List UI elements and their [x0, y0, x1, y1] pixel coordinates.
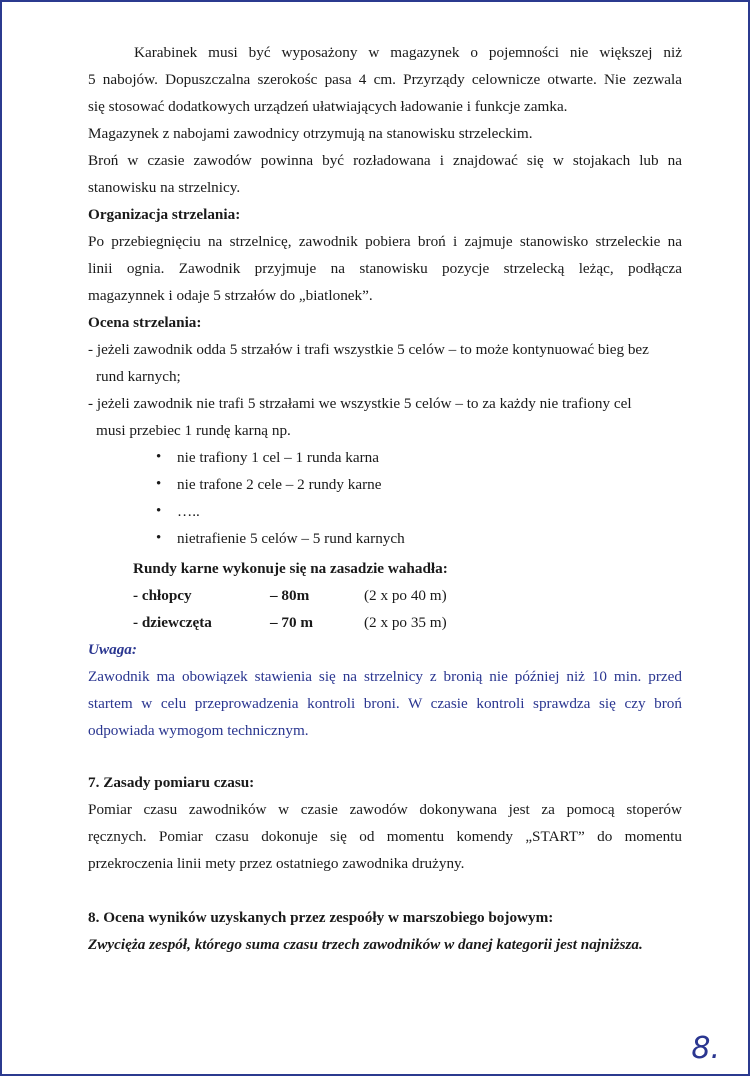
heading-section-7: 7. Zasady pomiaru czasu:: [88, 774, 255, 791]
penalty-lap-row-boys: [133, 582, 682, 609]
heading-penalty-laps: Rundy karne wykonuje się na zasadzie wahadła:: [133, 560, 448, 577]
section-7-line-1: Pomiar czasu zawodników w czasie zawodów dokonywana jest za pomocą stoperów: [88, 801, 682, 818]
note-label: Uwaga:: [88, 641, 137, 658]
page-number: 8.: [691, 1031, 720, 1066]
section-7-line-3: przekroczenia linii mety przez ostatniego zawodnika drużyny.: [88, 855, 465, 872]
note-line-3: odpowiada wymogom technicznym.: [88, 722, 309, 739]
evaluation-item-2-line-1: - jeżeli zawodnik nie trafi 5 strzałami we wszystkie 5 celów – to za każdy nie trafiony cel: [88, 395, 632, 412]
section-8-text: Zwycięża zespół, którego suma czasu trzech zawodników w danej kategorii jest najniższa.: [88, 936, 643, 953]
paragraph-weapon-line-1: Broń w czasie zawodów powinna być rozładowana i znajdować się w stojakach lub na: [88, 152, 682, 169]
list-item: • nietrafienie 5 celów – 5 rund karnych: [156, 525, 682, 552]
lap-distance: – 70 m: [270, 614, 314, 631]
organization-line-1: Po przebiegnięciu na strzelnicę, zawodnik pobiera broń i zajmuje stanowisko strzeleckie na: [88, 233, 682, 250]
heading-organization: Organizacja strzelania:: [88, 206, 241, 223]
paragraph-rifle-line-3: się stosować dodatkowych urządzeń ułatwiających ładowanie i funkcje zamka.: [88, 98, 568, 115]
evaluation-item-2-line-2: musi przebiec 1 rundę karną np.: [96, 422, 291, 439]
organization-line-2: linii ognia. Zawodnik przyjmuje na stanowisku pozycje strzelecką leżąc, podłącza: [88, 260, 682, 277]
lap-distance: – 80m: [270, 587, 310, 604]
note-line-1: Zawodnik ma obowiązek stawienia się na strzelnicy z bronią nie później niż 10 min. przed: [88, 668, 682, 685]
penalty-examples-list: [88, 444, 682, 552]
lap-detail: (2 x po 40 m): [364, 587, 447, 604]
spacer: [88, 877, 682, 904]
section-7-line-2: ręcznych. Pomiar czasu dokonuje się od momentu komendy „START” do momentu: [88, 828, 682, 845]
paragraph-magazine: Magazynek z nabojami zawodnicy otrzymują na stanowisku strzeleckim.: [88, 125, 533, 142]
list-item: • nie trafone 2 cele – 2 rundy karne: [156, 471, 682, 498]
organization-line-3: magazynnek i odaje 5 strzałów do „biatlonek”.: [88, 287, 373, 304]
spacer: [88, 744, 682, 769]
lap-group: - dziewczęta: [133, 614, 212, 631]
evaluation-item-1-line-1: - jeżeli zawodnik odda 5 strzałów i trafi wszystkie 5 celów – to może kontynuować bieg bez: [88, 341, 649, 358]
heading-section-8: 8. Ocena wyników uzyskanych przez zespoóły w marszobiego bojowym:: [88, 909, 554, 926]
list-item: • nie trafiony 1 cel – 1 runda karna: [156, 444, 682, 471]
lap-detail: (2 x po 35 m): [364, 614, 447, 631]
document-body: [88, 39, 682, 958]
heading-shooting-evaluation: Ocena strzelania:: [88, 314, 202, 331]
paragraph-weapon-line-2: stanowisku na strzelnicy.: [88, 179, 241, 196]
list-item: • …..: [156, 498, 682, 525]
evaluation-item-1-line-2: rund karnych;: [96, 368, 181, 385]
lap-group: - chłopcy: [133, 587, 192, 604]
penalty-lap-row-girls: [133, 609, 682, 636]
note-line-2: startem w celu przeprowadzenia kontroli broni. W czasie kontroli sprawdza się czy broń: [88, 695, 682, 712]
paragraph-rifle-line-2: 5 nabojów. Dopuszczalna szerokośc pasa 4 cm. Przyrządy celownicze otwarte. Nie zezwala: [88, 71, 682, 88]
paragraph-rifle-line-1: Karabinek musi być wyposażony w magazynek o pojemności nie większej niż: [134, 44, 682, 61]
